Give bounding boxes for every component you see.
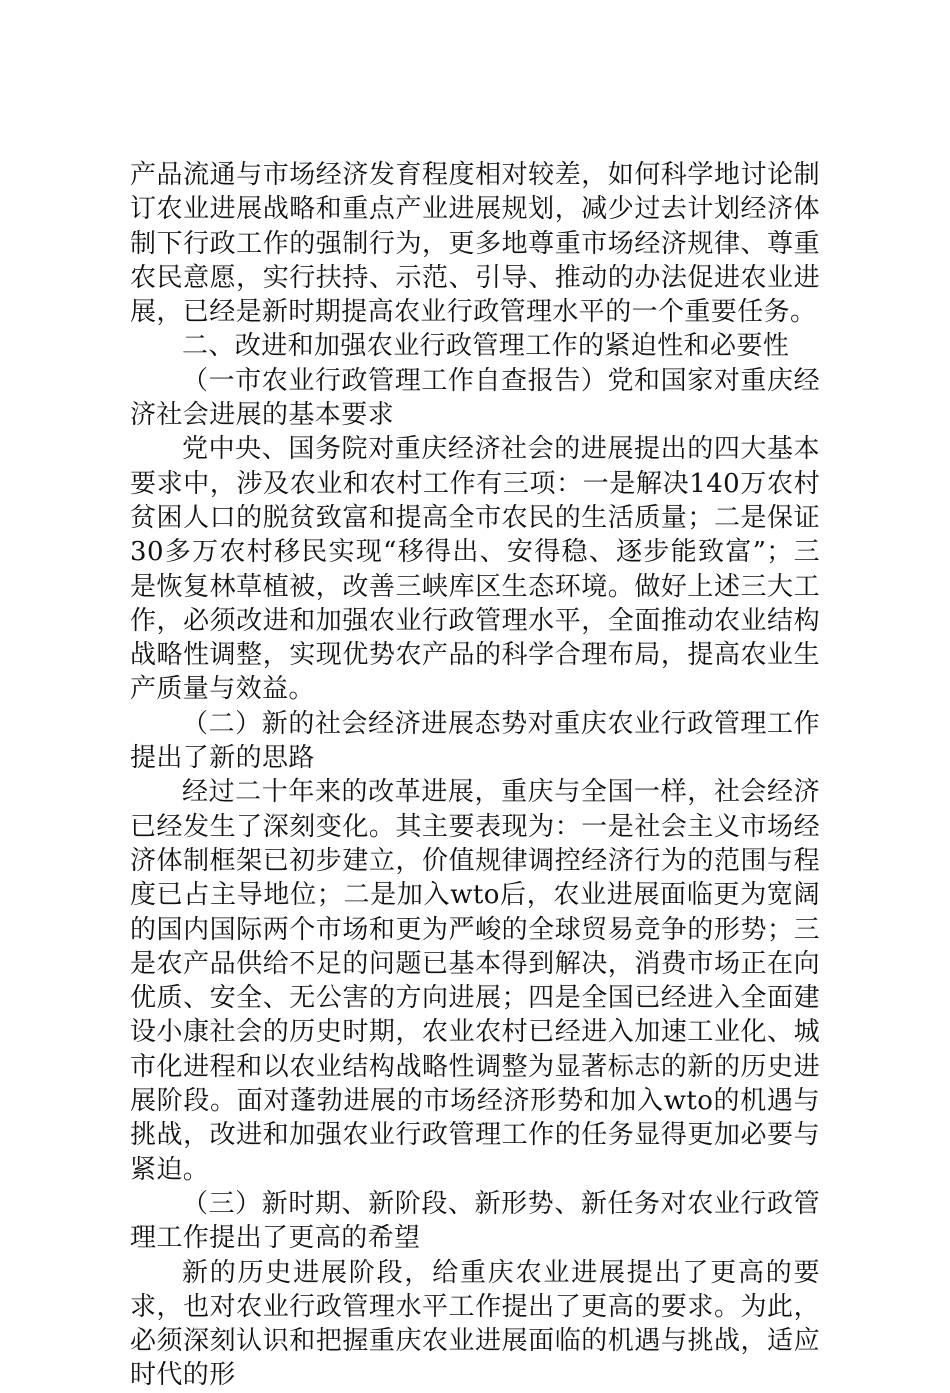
paragraph-economic-changes: 经过二十年来的改革进展，重庆与全国一样，社会经济已经发生了深刻变化。其主要表现为：一是社会主义市场经济体制框架已初步建立，价值规律调控经济行为的范围与程度已占主导地位；二是加入wto后，农业进展面临更为宽阔的国内国际两个市场和更为严峻的全球贸易竞争的形势；三是农产品供给不足的问题已基本得到解决，消费市场正在向优质、安全、无公害的方向进展；四是全国已经进入全面建设小康社会的历史时期，农业农村已经进入加速工业化、城市化进程和以农业结构战略性调整为显著标志的新的历史进展阶段。面对蓬勃进展的市场经济形势和加入wto的机遇与挑战，改进和加强农业行政管理工作的任务显得更加必要与紧迫。 <box>130 777 820 1185</box>
paragraph-new-stage: 新的历史进展阶段，给重庆农业进展提出了更高的要求，也对农业行政管理水平工作提出了更高的要求。为此，必须深刻认识和把握重庆农业进展面临的机遇与挑战，适应时代的形 <box>130 1257 820 1391</box>
subsection-heading-3: （三）新时期、新阶段、新形势、新任务对农业行政管理工作提出了更高的希望 <box>130 1188 820 1254</box>
section-heading-urgency: 二、改进和加强农业行政管理工作的紧迫性和必要性 <box>182 331 790 362</box>
paragraph-intro-continuation: 产品流通与市场经济发育程度相对较差，如何科学地讨论制订农业进展战略和重点产业进展规划，减少过去计划经济体制下行政工作的强制行为，更多地尊重市场经济规律、尊重农民意愿，实行扶持、示范、引导、推动的办法促进农业进展，已经是新时期提高农业行政管理水平的一个重要任务。 <box>130 160 820 328</box>
paragraph-basic-requirements: 党中央、国务院对重庆经济社会的进展提出的四大基本要求中，涉及农业和农村工作有三项：一是解决140万农村贫困人口的脱贫致富和提高全市农民的生活质量；二是保证30多万农村移民实现“移得出、安得稳、逐步能致富”；三是恢复林草植被，改善三峡库区生态环境。做好上述三大工作，必须改进和加强农业行政管理水平，全面推动农业结构战略性调整，实现优势农产品的科学合理布局，提高农业生产质量与效益。 <box>130 434 820 705</box>
subsection-heading-2: （二）新的社会经济进展态势对重庆农业行政管理工作提出了新的思路 <box>130 708 820 774</box>
document-body <box>130 158 820 1393</box>
subsection-heading-1: （一市农业行政管理工作自查报告）党和国家对重庆经济社会进展的基本要求 <box>130 365 820 431</box>
